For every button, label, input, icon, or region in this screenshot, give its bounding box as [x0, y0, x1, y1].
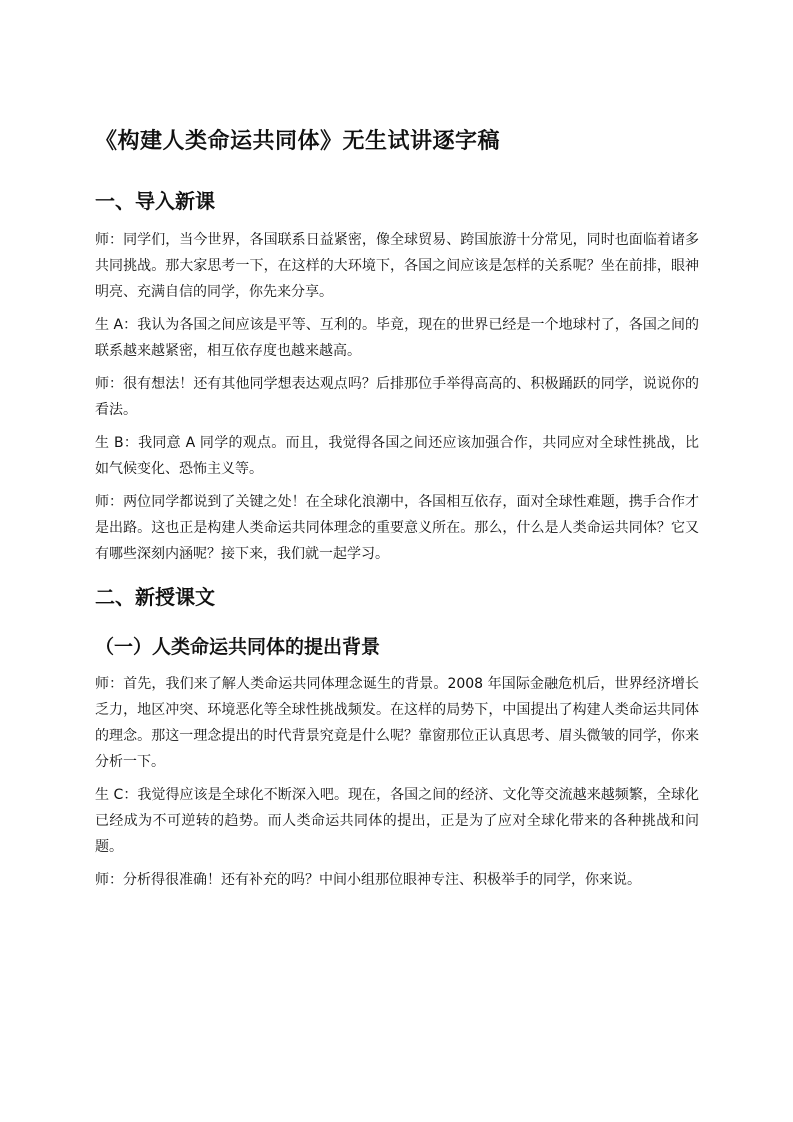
paragraph: 生 B：我同意 A 同学的观点。而且，我觉得各国之间还应该加强合作，共同应对全球性挑战，比如气候变化、恐怖主义等。 [95, 435, 699, 477]
paragraph: 生 A：我认为各国之间应该是平等、互利的。毕竟，现在的世界已经是一个地球村了，各国之间的联系越来越紧密，相互依存度也越来越高。 [95, 317, 699, 359]
paragraph: 生 C：我觉得应该是全球化不断深入吧。现在，各国之间的经济、文化等交流越来越频繁，全球化已经成为不可逆转的趋势。而人类命运共同体的提出，正是为了应对全球化带来的各种挑战和问题。 [95, 787, 699, 855]
paragraph: 师：首先，我们来了解人类命运共同体理念诞生的背景。2008 年国际金融危机后，世界经济增长乏力，地区冲突、环境恶化等全球性挑战频发。在这样的局势下，中国提出了构建人类命运共同体的理念。那这一理念提出的时代背景究竟是什么呢？靠窗那位正认真思考、眉头微皱的同学，你来分析一下。 [95, 676, 699, 770]
subsection-heading-background: （一）人类命运共同体的提出背景 [95, 636, 381, 658]
section-heading-intro: 一、导入新课 [95, 189, 215, 213]
paragraph: 师：分析得很准确！还有补充的吗？中间小组那位眼神专注、积极举手的同学，你来说。 [95, 872, 641, 888]
section-heading-new-lesson: 二、新授课文 [95, 585, 215, 609]
document-page [95, 124, 699, 900]
paragraph: 师：同学们，当今世界，各国联系日益紧密，像全球贸易、跨国旅游十分常见，同时也面临着诸多共同挑战。那大家思考一下，在这样的大环境下，各国之间应该是怎样的关系呢？坐在前排，眼神明亮、充满自信的同学，你先来分享。 [95, 232, 699, 300]
paragraph: 师：很有想法！还有其他同学想表达观点吗？后排那位手举得高高的、积极踊跃的同学，说说你的看法。 [95, 376, 699, 418]
document-title: 《构建人类命运共同体》无生试讲逐字稿 [95, 129, 501, 154]
paragraph: 师：两位同学都说到了关键之处！在全球化浪潮中，各国相互依存，面对全球性难题，携手合作才是出路。这也正是构建人类命运共同体理念的重要意义所在。那么，什么是人类命运共同体？它又有哪些深刻内涵呢？接下来，我们就一起学习。 [95, 494, 699, 562]
